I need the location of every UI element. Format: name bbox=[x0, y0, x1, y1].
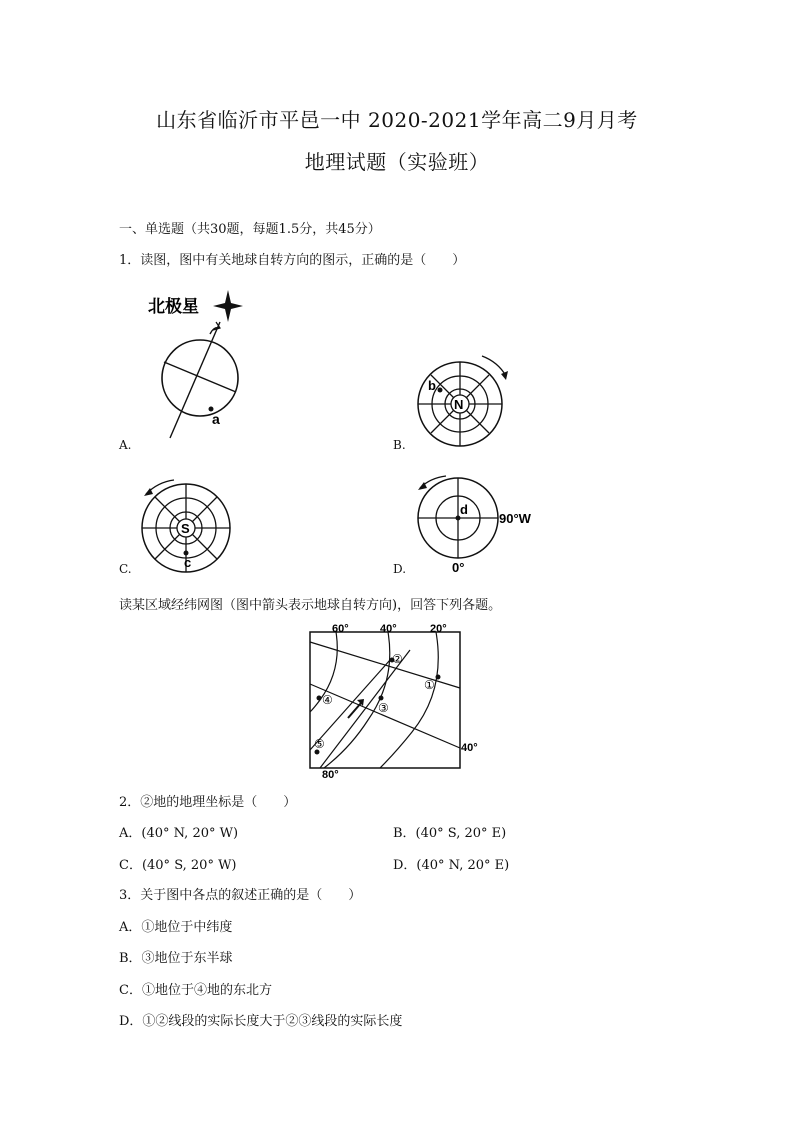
rotation-arrow-icon bbox=[501, 371, 508, 380]
figure-d-pole-view bbox=[410, 472, 540, 576]
question-3-option-d: D．①②线段的实际长度大于②③线段的实际长度 bbox=[119, 1014, 403, 1029]
point-a-label: a bbox=[212, 411, 220, 427]
point-c-label: c bbox=[184, 555, 192, 570]
map-point-5: ⑤ bbox=[314, 737, 325, 751]
north-pole-label: N bbox=[454, 397, 464, 412]
lon-label-20: 20° bbox=[430, 623, 447, 635]
map-point-4: ④ bbox=[322, 693, 333, 707]
option-c-label: C. bbox=[119, 562, 132, 576]
point-b-label: b bbox=[428, 378, 436, 393]
question-3-option-c: C．①地位于④地的东北方 bbox=[119, 983, 272, 998]
question-2-option-d: D．(40° N, 20° E) bbox=[393, 858, 510, 873]
lat-label-80: 80° bbox=[322, 769, 339, 780]
map-point-2: ② bbox=[392, 652, 403, 666]
meridian-90w-label: 90°W bbox=[499, 511, 531, 526]
polaris-star-icon bbox=[213, 290, 243, 322]
lat-label-40: 40° bbox=[461, 742, 478, 754]
map-point-1: ① bbox=[424, 678, 435, 692]
polaris-label: 北极星 bbox=[148, 297, 199, 316]
section-heading: 一、单选题（共30题，每题1.5分，共45分） bbox=[119, 222, 381, 237]
title-line-1: 山东省临沂市平邑一中 2020-2021学年高二9月月考 bbox=[156, 108, 638, 132]
question-3-option-b: B．③地位于东半球 bbox=[119, 951, 233, 966]
question-2-stem: 2．②地的地理坐标是（ ） bbox=[119, 795, 297, 810]
map-point-3: ③ bbox=[378, 701, 389, 715]
lon-label-60: 60° bbox=[332, 623, 349, 635]
question-3-stem: 3．关于图中各点的叙述正确的是（ ） bbox=[119, 888, 362, 903]
question-3-option-a: A．①地位于中纬度 bbox=[119, 920, 233, 935]
lat-lon-grid-map bbox=[300, 620, 490, 780]
question-2-option-c: C．(40° S, 20° W) bbox=[119, 858, 237, 873]
figure-b-north-pole bbox=[410, 352, 520, 452]
lon-label-40: 40° bbox=[380, 623, 397, 635]
question-1-stem: 1．读图，图中有关地球自转方向的图示，正确的是（ ） bbox=[119, 253, 466, 268]
meridian-0-label: 0° bbox=[452, 560, 465, 575]
option-b-label: B. bbox=[393, 438, 406, 452]
south-pole-label: S bbox=[181, 521, 190, 536]
figure-a-earth-tilted bbox=[140, 282, 260, 442]
map-intro: 读某区域经纬网图（图中箭头表示地球自转方向)，回答下列各题。 bbox=[119, 598, 502, 613]
option-d-label: D. bbox=[393, 562, 407, 576]
option-a-label: A. bbox=[119, 438, 132, 452]
question-2-option-b: B．(40° S, 20° E) bbox=[393, 826, 507, 841]
point-d-label: d bbox=[460, 502, 468, 517]
figure-c-south-pole bbox=[138, 474, 238, 574]
title-line-2: 地理试题（实验班） bbox=[304, 150, 490, 174]
question-2-option-a: A．(40° N, 20° W) bbox=[119, 826, 239, 841]
